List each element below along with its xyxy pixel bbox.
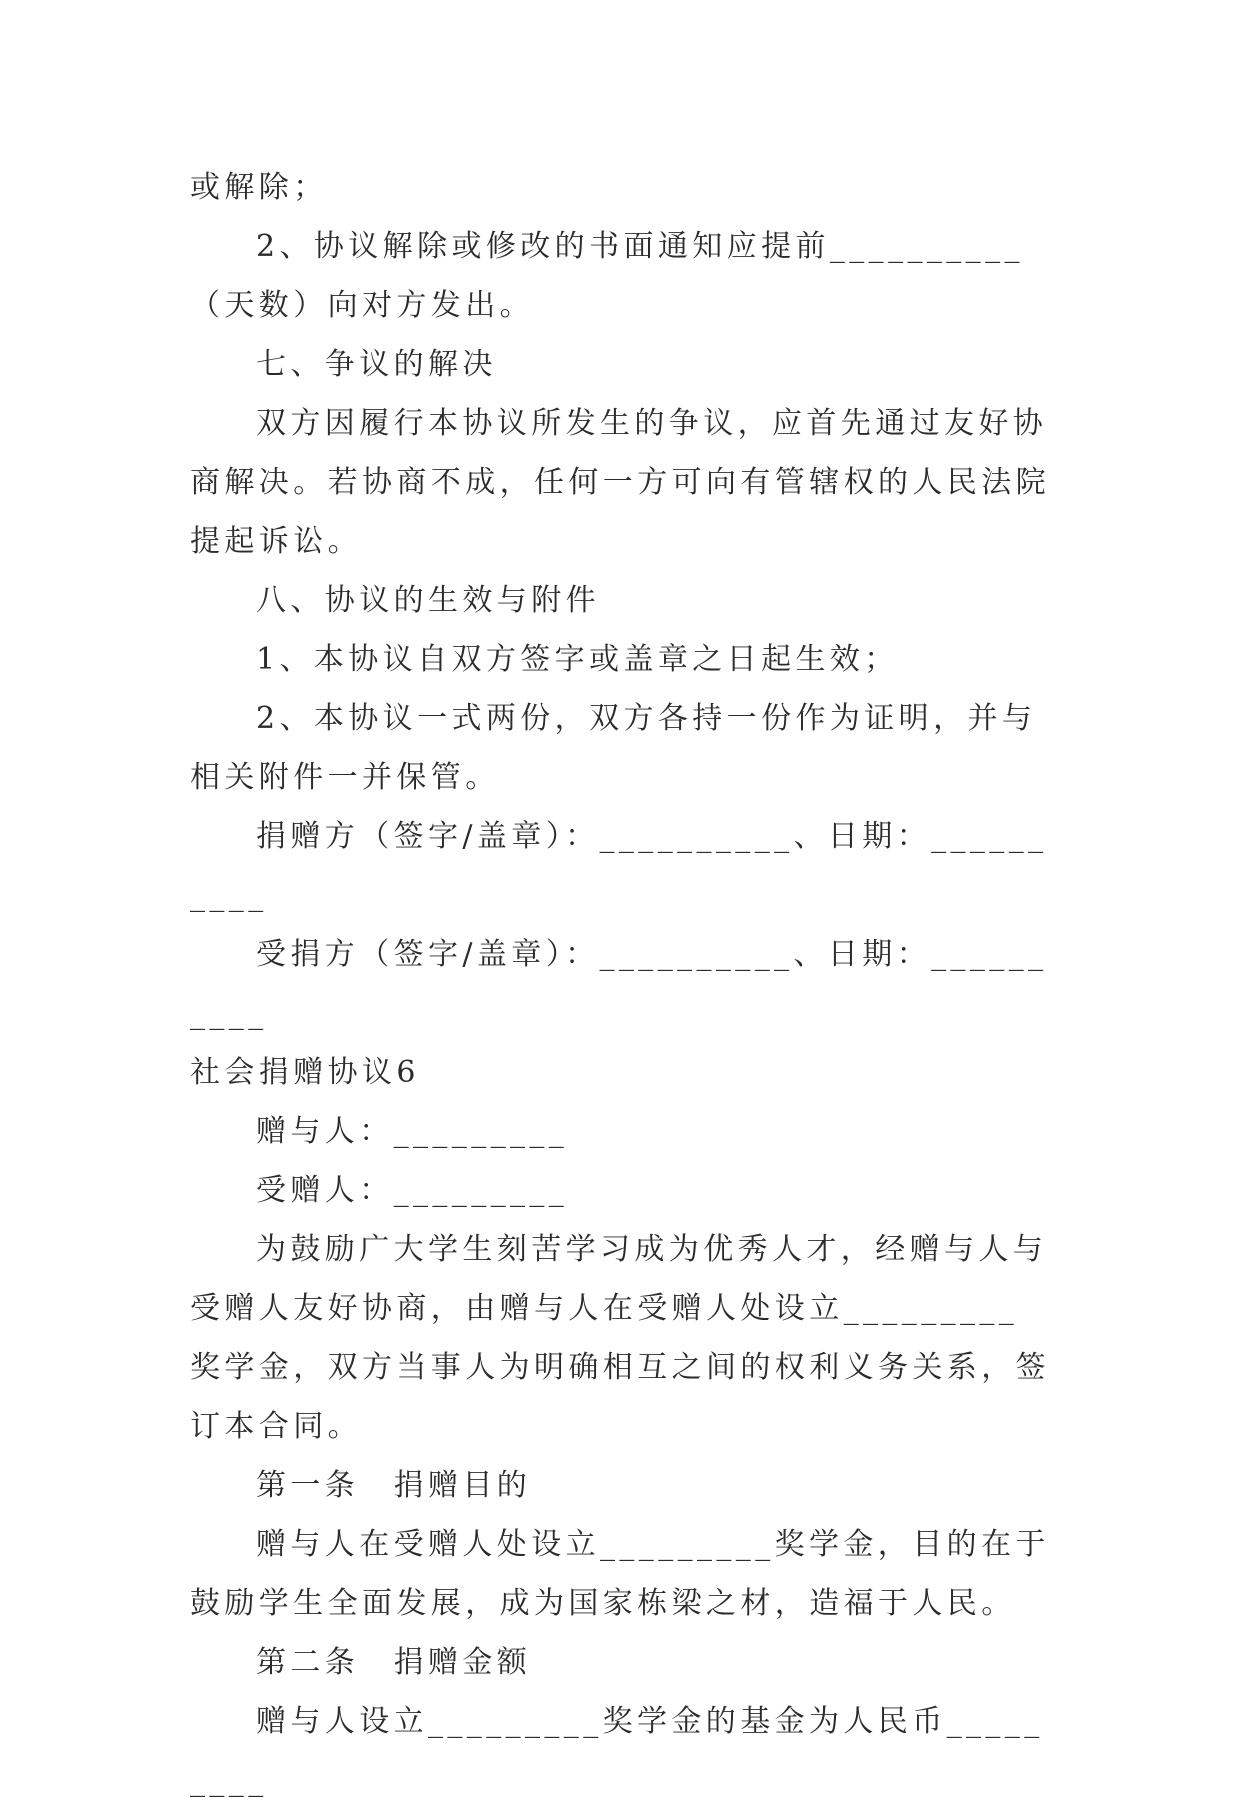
signature-line-recipient: 受捐方（签字/盖章）：__________、日期：__________ xyxy=(190,937,1048,1031)
paragraph: 2、本协议一式两份，双方各持一份作为证明，并与相关附件一并保管。 xyxy=(190,701,1037,795)
paragraph: 赠与人设立_________奖学金的基金为人民币_________ xyxy=(190,1704,1044,1798)
signature-line-donor: 捐赠方（签字/盖章）：__________、日期：__________ xyxy=(190,819,1048,913)
document-body xyxy=(190,158,1050,1810)
paragraph: 双方因履行本协议所发生的争议，应首先通过友好协商解决。若协商不成，任何一方可向有管辖权的人民法院提起诉讼。 xyxy=(190,406,1050,559)
donor-field: 赠与人：_________ xyxy=(256,1114,569,1149)
paragraph: 2、协议解除或修改的书面通知应提前__________（天数）向对方发出。 xyxy=(190,229,1024,323)
section-heading: 八、协议的生效与附件 xyxy=(256,583,600,618)
document-title: 社会捐赠协议6 xyxy=(190,1055,420,1090)
paragraph: 为鼓励广大学生刻苦学习成为优秀人才，经赠与人与受赠人友好协商，由赠与人在受赠人处设立_________奖学金，双方当事人为明确相互之间的权利义务关系，签订本合同。 xyxy=(190,1232,1050,1444)
article-heading: 第一条 捐赠目的 xyxy=(256,1468,532,1503)
paragraph: 赠与人在受赠人处设立_________奖学金，目的在于鼓励学生全面发展，成为国家栋梁之材，造福于人民。 xyxy=(190,1527,1050,1621)
recipient-field: 受赠人：_________ xyxy=(256,1173,569,1208)
paragraph: 或解除； xyxy=(190,170,328,205)
section-heading: 七、争议的解决 xyxy=(256,347,497,382)
article-heading: 第二条 捐赠金额 xyxy=(256,1645,532,1680)
paragraph: 1、本协议自双方签字或盖章之日起生效； xyxy=(256,642,899,677)
